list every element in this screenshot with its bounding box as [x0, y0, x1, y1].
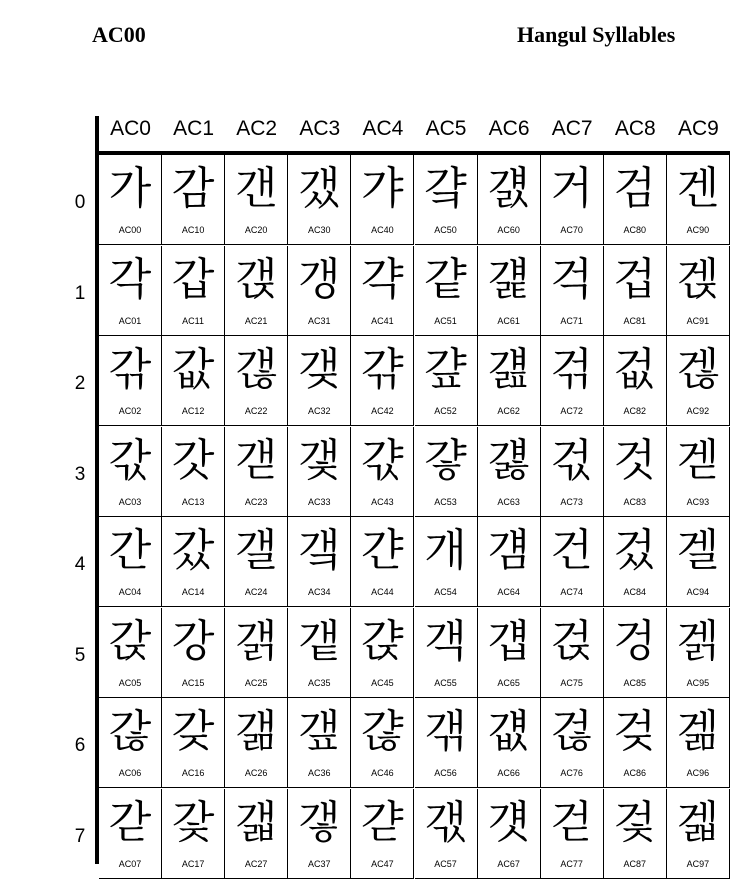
code-point-label: AC43 — [371, 496, 394, 507]
syllable-glyph: 건 — [550, 525, 593, 576]
code-point-label: AC91 — [686, 315, 710, 326]
code-point-label: AC66 — [497, 768, 520, 778]
character-cell — [541, 517, 604, 607]
syllable-glyph: 개 — [424, 525, 467, 576]
syllable-glyph: 갔 — [171, 525, 215, 576]
character-cell — [478, 336, 541, 426]
code-point-label: AC47 — [371, 858, 394, 869]
syllable-glyph: 걒 — [424, 344, 467, 395]
syllable-glyph: 갴 — [298, 525, 341, 576]
column-header-ac5: AC5 — [425, 117, 467, 140]
syllable-glyph: 강 — [171, 615, 215, 667]
code-point-label: AC02 — [118, 406, 142, 416]
character-cell — [225, 608, 288, 698]
code-point-label: AC61 — [497, 315, 520, 326]
syllable-glyph: 갞 — [424, 706, 467, 757]
syllable-glyph: 걳 — [550, 434, 593, 486]
code-point-label: AC14 — [181, 587, 205, 597]
column-header-ac4: AC4 — [362, 117, 404, 140]
character-cell — [667, 608, 730, 698]
code-point-label: AC41 — [371, 315, 394, 326]
code-point-label: AC90 — [686, 225, 710, 235]
character-cell — [99, 517, 162, 607]
syllable-glyph: 겄 — [613, 525, 657, 576]
column-header-ac7: AC7 — [551, 117, 593, 140]
syllable-glyph: 걠 — [487, 163, 530, 214]
block-title: Hangul Syllables — [517, 22, 676, 47]
row-header-6: 6 — [74, 735, 86, 756]
character-cell — [604, 789, 667, 879]
code-point-label: AC16 — [181, 768, 205, 778]
code-point-label: AC31 — [308, 315, 331, 326]
character-cell — [99, 246, 162, 336]
code-point-label: AC63 — [497, 496, 520, 507]
syllable-glyph: 갹 — [361, 253, 404, 305]
syllable-glyph: 걤 — [487, 525, 530, 576]
code-point-label: AC17 — [181, 858, 205, 869]
syllable-glyph: 갺 — [361, 344, 404, 395]
character-cell — [604, 517, 667, 607]
syllable-glyph: 것 — [613, 434, 657, 486]
code-point-label: AC56 — [434, 768, 457, 778]
syllable-glyph: 갑 — [171, 253, 215, 305]
syllable-glyph: 걲 — [550, 344, 593, 395]
code-point-label: AC73 — [560, 496, 583, 507]
syllable-glyph: 갲 — [298, 344, 341, 395]
character-cell — [667, 517, 730, 607]
code-point-label: AC44 — [371, 587, 394, 597]
code-point-label: AC95 — [686, 677, 710, 688]
syllable-glyph: 갢 — [234, 344, 278, 395]
character-cell — [415, 608, 478, 698]
code-point-label: AC75 — [560, 677, 583, 688]
character-cell — [351, 155, 414, 245]
syllable-glyph: 겗 — [676, 796, 720, 848]
character-cell — [162, 155, 225, 245]
character-cell — [225, 246, 288, 336]
character-cell — [99, 698, 162, 788]
syllable-glyph: 갆 — [108, 706, 152, 757]
syllable-glyph: 거 — [550, 163, 593, 214]
code-point-label: AC50 — [434, 225, 457, 235]
syllable-glyph: 걦 — [487, 706, 530, 757]
character-cell — [162, 246, 225, 336]
code-point-label: AC96 — [686, 768, 710, 778]
character-cell — [288, 246, 351, 336]
syllable-glyph: 갵 — [298, 615, 341, 667]
code-point-label: AC54 — [434, 587, 457, 597]
block-start-code: AC00 — [92, 22, 146, 47]
column-header-ac9: AC9 — [677, 117, 719, 140]
character-cell — [415, 246, 478, 336]
row-header-1: 1 — [74, 282, 86, 304]
character-cell — [415, 517, 478, 607]
syllable-glyph: 갗 — [171, 796, 215, 848]
character-cell — [604, 246, 667, 336]
character-cell — [288, 336, 351, 426]
character-cell — [351, 517, 414, 607]
code-point-label: AC64 — [497, 587, 520, 597]
code-point-label: AC04 — [118, 587, 142, 597]
column-header-ac8: AC8 — [614, 117, 656, 140]
code-point-label: AC71 — [560, 315, 583, 326]
code-point-label: AC92 — [686, 406, 710, 416]
code-point-label: AC57 — [434, 858, 457, 869]
character-cell — [604, 336, 667, 426]
character-cell — [288, 517, 351, 607]
syllable-glyph: 갽 — [361, 615, 404, 667]
code-point-label: AC42 — [371, 406, 394, 416]
syllable-glyph: 갷 — [298, 796, 341, 848]
syllable-glyph: 갻 — [361, 434, 404, 486]
code-point-label: AC62 — [497, 406, 520, 416]
character-cell — [225, 336, 288, 426]
character-cell — [478, 517, 541, 607]
character-cell — [667, 427, 730, 517]
code-point-label: AC33 — [308, 496, 331, 507]
character-cell — [162, 698, 225, 788]
syllable-glyph: 갤 — [234, 525, 278, 576]
column-header-ac6: AC6 — [488, 117, 530, 140]
code-point-label: AC11 — [182, 315, 205, 326]
character-cell — [478, 608, 541, 698]
syllable-glyph: 걓 — [424, 434, 467, 486]
code-point-label: AC00 — [118, 225, 142, 235]
row-header-0: 0 — [74, 192, 86, 213]
code-point-label: AC76 — [560, 768, 583, 778]
code-point-label: AC01 — [118, 315, 142, 326]
code-point-label: AC03 — [118, 496, 142, 507]
code-point-label: AC37 — [308, 858, 331, 869]
code-point-label: AC32 — [308, 406, 331, 416]
syllable-glyph: 간 — [108, 525, 152, 576]
character-cell — [162, 789, 225, 879]
syllable-glyph: 갾 — [361, 706, 404, 757]
character-cell — [541, 698, 604, 788]
character-cell — [225, 155, 288, 245]
code-point-label: AC87 — [623, 858, 647, 869]
syllable-glyph: 값 — [171, 344, 215, 395]
column-header-ac3: AC3 — [299, 117, 341, 140]
syllable-glyph: 갃 — [108, 434, 152, 486]
syllable-glyph: 갶 — [298, 706, 341, 757]
code-point-label: AC45 — [371, 677, 394, 688]
syllable-glyph: 갇 — [108, 796, 152, 848]
code-point-label: AC60 — [497, 225, 520, 235]
syllable-glyph: 겑 — [676, 253, 720, 305]
syllable-glyph: 갡 — [234, 253, 278, 305]
character-cell — [351, 789, 414, 879]
code-point-label: AC81 — [623, 315, 647, 326]
character-cell — [415, 155, 478, 245]
code-point-label: AC82 — [623, 406, 647, 416]
character-cell — [99, 427, 162, 517]
code-point-label: AC27 — [244, 858, 268, 869]
row-header-3: 3 — [74, 463, 86, 485]
syllable-glyph: 갧 — [234, 796, 278, 848]
character-cell — [415, 427, 478, 517]
character-cell — [541, 789, 604, 879]
syllable-glyph: 가 — [108, 163, 152, 214]
syllable-glyph: 겓 — [676, 434, 720, 486]
syllable-glyph: 갿 — [361, 796, 404, 848]
row-header-4: 4 — [74, 554, 86, 575]
character-cell — [351, 246, 414, 336]
syllable-glyph: 걡 — [487, 253, 530, 305]
character-cell — [162, 608, 225, 698]
syllable-glyph: 갦 — [234, 706, 278, 757]
character-cell — [541, 608, 604, 698]
row-header-2: 2 — [74, 373, 86, 394]
syllable-glyph: 갸 — [361, 163, 404, 214]
character-cell — [478, 789, 541, 879]
character-cell — [288, 155, 351, 245]
syllable-glyph: 갠 — [234, 163, 278, 214]
code-point-label: AC93 — [686, 496, 710, 507]
character-cell — [415, 336, 478, 426]
character-cell — [667, 789, 730, 879]
code-point-label: AC35 — [308, 677, 331, 688]
character-cell — [541, 336, 604, 426]
syllable-glyph: 겕 — [676, 615, 720, 667]
code-point-label: AC85 — [623, 677, 647, 688]
code-point-label: AC15 — [181, 677, 205, 688]
character-cell — [162, 427, 225, 517]
code-point-label: AC46 — [371, 768, 394, 778]
code-point-label: AC67 — [497, 858, 520, 869]
syllable-glyph: 갥 — [234, 615, 278, 667]
character-cell — [288, 608, 351, 698]
syllable-glyph: 걥 — [487, 615, 530, 667]
syllable-glyph: 각 — [108, 253, 152, 305]
character-cell — [604, 698, 667, 788]
syllable-glyph: 감 — [171, 163, 215, 214]
character-cell — [478, 427, 541, 517]
code-point-label: AC94 — [686, 587, 710, 597]
syllable-glyph: 갣 — [234, 434, 278, 486]
character-cell — [225, 517, 288, 607]
code-point-label: AC24 — [244, 587, 268, 597]
character-cell — [351, 427, 414, 517]
character-cell — [225, 427, 288, 517]
code-point-label: AC83 — [623, 496, 647, 507]
code-point-label: AC74 — [560, 587, 583, 597]
syllable-glyph: 갳 — [298, 434, 341, 486]
syllable-glyph: 갖 — [171, 706, 215, 757]
code-point-label: AC77 — [560, 858, 583, 869]
character-cell — [99, 608, 162, 698]
code-point-label: AC55 — [434, 677, 457, 688]
code-point-label: AC05 — [118, 677, 142, 688]
character-cell — [225, 789, 288, 879]
code-point-label: AC26 — [244, 768, 268, 778]
syllable-glyph: 검 — [613, 163, 657, 214]
character-cell — [478, 246, 541, 336]
code-point-label: AC84 — [623, 587, 647, 597]
character-cell — [667, 336, 730, 426]
syllable-glyph: 걢 — [487, 344, 530, 395]
syllable-glyph: 갅 — [108, 615, 152, 667]
character-cell — [415, 789, 478, 879]
code-point-label: AC72 — [560, 406, 583, 416]
syllable-glyph: 걱 — [550, 253, 593, 305]
character-cell — [604, 155, 667, 245]
character-cell — [351, 336, 414, 426]
character-cell — [667, 246, 730, 336]
code-point-label: AC40 — [371, 225, 394, 235]
syllable-glyph: 걧 — [487, 796, 530, 848]
syllable-glyph: 객 — [424, 615, 467, 667]
character-cell — [604, 427, 667, 517]
character-cell — [351, 698, 414, 788]
syllable-glyph: 걶 — [550, 706, 593, 757]
code-point-label: AC36 — [308, 768, 331, 778]
character-cell — [541, 427, 604, 517]
character-cell — [667, 155, 730, 245]
code-point-label: AC86 — [623, 768, 647, 778]
code-point-label: AC22 — [244, 406, 268, 416]
syllable-glyph: 겅 — [613, 615, 657, 667]
code-point-label: AC12 — [181, 406, 205, 416]
syllable-glyph: 걵 — [550, 615, 593, 667]
code-point-label: AC13 — [181, 496, 205, 507]
character-cell — [288, 698, 351, 788]
syllable-glyph: 걣 — [487, 434, 530, 486]
syllable-glyph: 걐 — [424, 163, 467, 214]
character-cell — [604, 608, 667, 698]
column-header-ac0: AC0 — [110, 117, 151, 140]
character-cell — [351, 608, 414, 698]
character-cell — [99, 789, 162, 879]
character-cell — [478, 155, 541, 245]
code-point-label: AC51 — [434, 315, 457, 326]
code-point-label: AC65 — [497, 677, 520, 688]
syllable-glyph: 겁 — [613, 253, 657, 305]
code-point-label: AC70 — [560, 225, 583, 235]
syllable-glyph: 겒 — [676, 344, 720, 395]
character-cell — [99, 155, 162, 245]
character-cell — [99, 336, 162, 426]
code-point-label: AC10 — [181, 225, 205, 235]
character-cell — [162, 517, 225, 607]
syllable-glyph: 걷 — [550, 796, 593, 848]
syllable-glyph: 갼 — [361, 525, 404, 576]
code-point-label: AC06 — [118, 768, 142, 778]
code-point-label: AC07 — [118, 858, 142, 869]
syllable-glyph: 겂 — [613, 344, 657, 395]
character-cell — [541, 155, 604, 245]
code-point-label: AC97 — [686, 858, 710, 869]
character-cell — [541, 246, 604, 336]
syllable-glyph: 갟 — [424, 796, 467, 848]
code-point-label: AC23 — [244, 496, 268, 507]
column-header-ac1: AC1 — [173, 117, 215, 140]
code-point-label: AC52 — [434, 406, 457, 416]
row-header-5: 5 — [74, 644, 86, 666]
character-cell — [415, 698, 478, 788]
code-point-label: AC30 — [308, 225, 331, 235]
syllable-glyph: 갓 — [171, 434, 215, 486]
syllable-glyph: 갱 — [298, 253, 341, 305]
code-point-label: AC80 — [623, 225, 647, 235]
syllable-glyph: 갂 — [108, 344, 152, 395]
syllable-glyph: 겆 — [613, 706, 657, 757]
character-cell — [288, 789, 351, 879]
syllable-glyph: 겔 — [676, 525, 720, 576]
syllable-glyph: 겐 — [676, 163, 720, 214]
syllable-glyph: 겇 — [613, 796, 657, 848]
character-cell — [162, 336, 225, 426]
code-point-label: AC34 — [308, 587, 331, 597]
code-point-label: AC21 — [244, 315, 268, 326]
syllable-glyph: 겖 — [676, 706, 720, 757]
row-header-7: 7 — [74, 825, 86, 847]
character-cell — [667, 698, 730, 788]
column-header-ac2: AC2 — [236, 117, 278, 140]
syllable-glyph: 걑 — [424, 253, 467, 305]
code-point-label: AC20 — [244, 225, 268, 235]
character-cell — [288, 427, 351, 517]
character-cell — [478, 698, 541, 788]
code-point-label: AC53 — [434, 496, 457, 507]
code-point-label: AC25 — [244, 677, 268, 688]
character-cell — [225, 698, 288, 788]
syllable-glyph: 갰 — [298, 163, 341, 214]
